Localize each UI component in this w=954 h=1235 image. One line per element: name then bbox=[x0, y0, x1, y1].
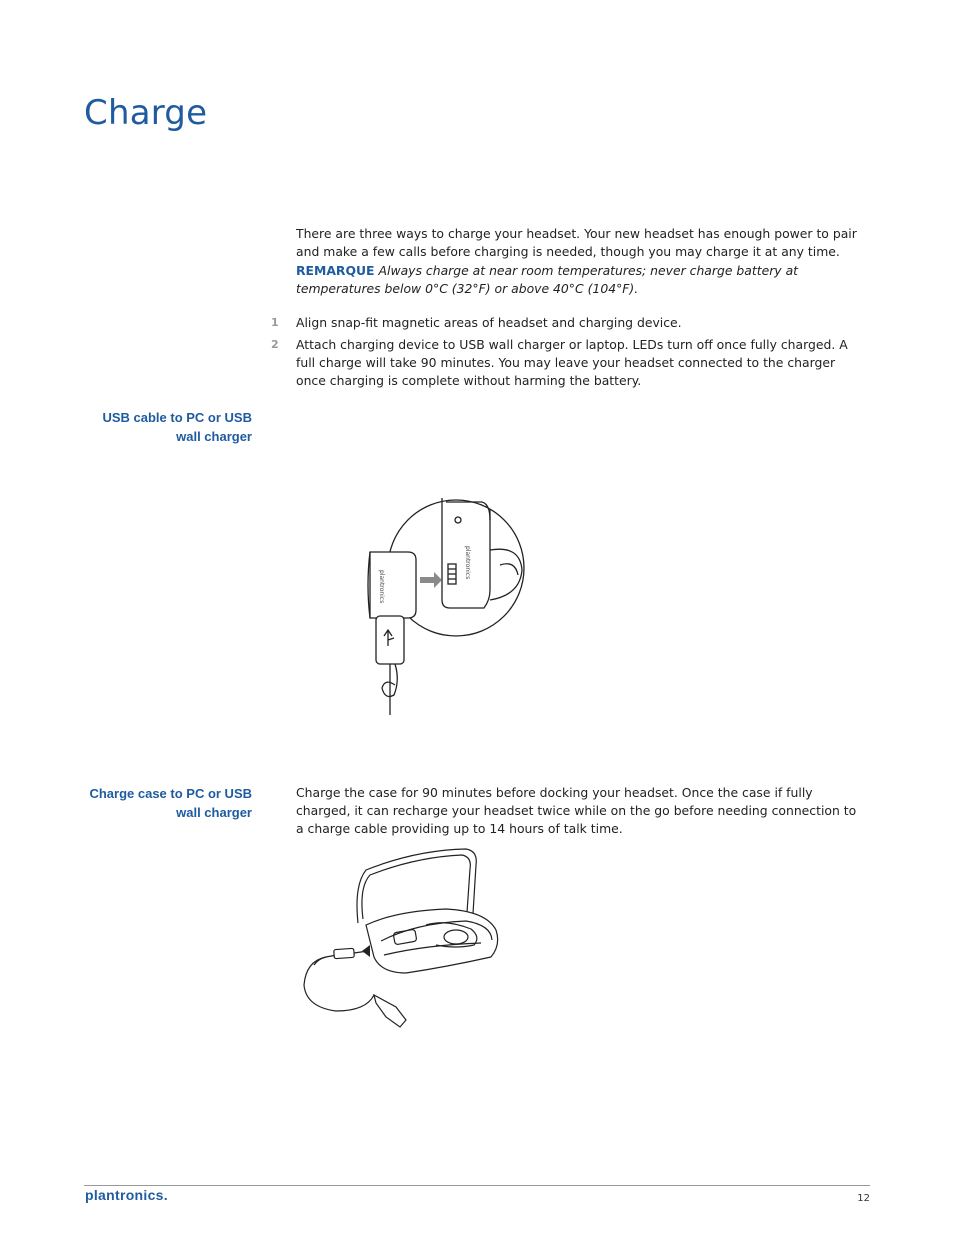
charge-case-illustration bbox=[296, 845, 506, 1030]
note bbox=[296, 262, 872, 298]
step-text: Attach charging device to USB wall charger or laptop. LEDs turn off once fully charged. A full charge will take 90 minutes. You may leave your headset connected to the charger once charging is complete without harming the battery. bbox=[296, 337, 848, 388]
step-text: Align snap-fit magnetic areas of headset and charging device. bbox=[296, 315, 682, 330]
step-number: 1 bbox=[271, 316, 279, 329]
illustration-brand: plantronics bbox=[464, 546, 471, 580]
section-heading-usb bbox=[102, 408, 252, 446]
usb-charging-illustration bbox=[350, 490, 535, 720]
heading-line: USB cable to PC or USB bbox=[102, 410, 252, 425]
footer-logo: plantronics. bbox=[85, 1187, 168, 1203]
heading-line: wall charger bbox=[176, 429, 252, 444]
step-number: 2 bbox=[271, 338, 279, 351]
illustration-brand: plantronics bbox=[378, 570, 385, 604]
note-text: Always charge at near room temperatures; never charge battery at temperatures below 0°C (32°F) or above 40°C (104°F). bbox=[296, 263, 799, 296]
heading-line: wall charger bbox=[176, 805, 252, 820]
footer-divider bbox=[84, 1185, 870, 1186]
note-label: REMARQUE bbox=[296, 263, 375, 278]
page-number: 12 bbox=[857, 1193, 870, 1204]
intro-paragraph: There are three ways to charge your headset. Your new headset has enough power to pair and make a few calls before charging is needed, though you may charge it at any time. bbox=[296, 226, 857, 259]
heading-line: Charge case to PC or USB bbox=[89, 786, 252, 801]
case-paragraph: Charge the case for 90 minutes before docking your headset. Once the case if fully charged, it can recharge your headset twice while on the go before needing connection to a charge cable providing up to 14 hours of talk time. bbox=[296, 785, 857, 836]
section-heading-case bbox=[89, 784, 252, 822]
page-title: Charge bbox=[84, 92, 208, 133]
